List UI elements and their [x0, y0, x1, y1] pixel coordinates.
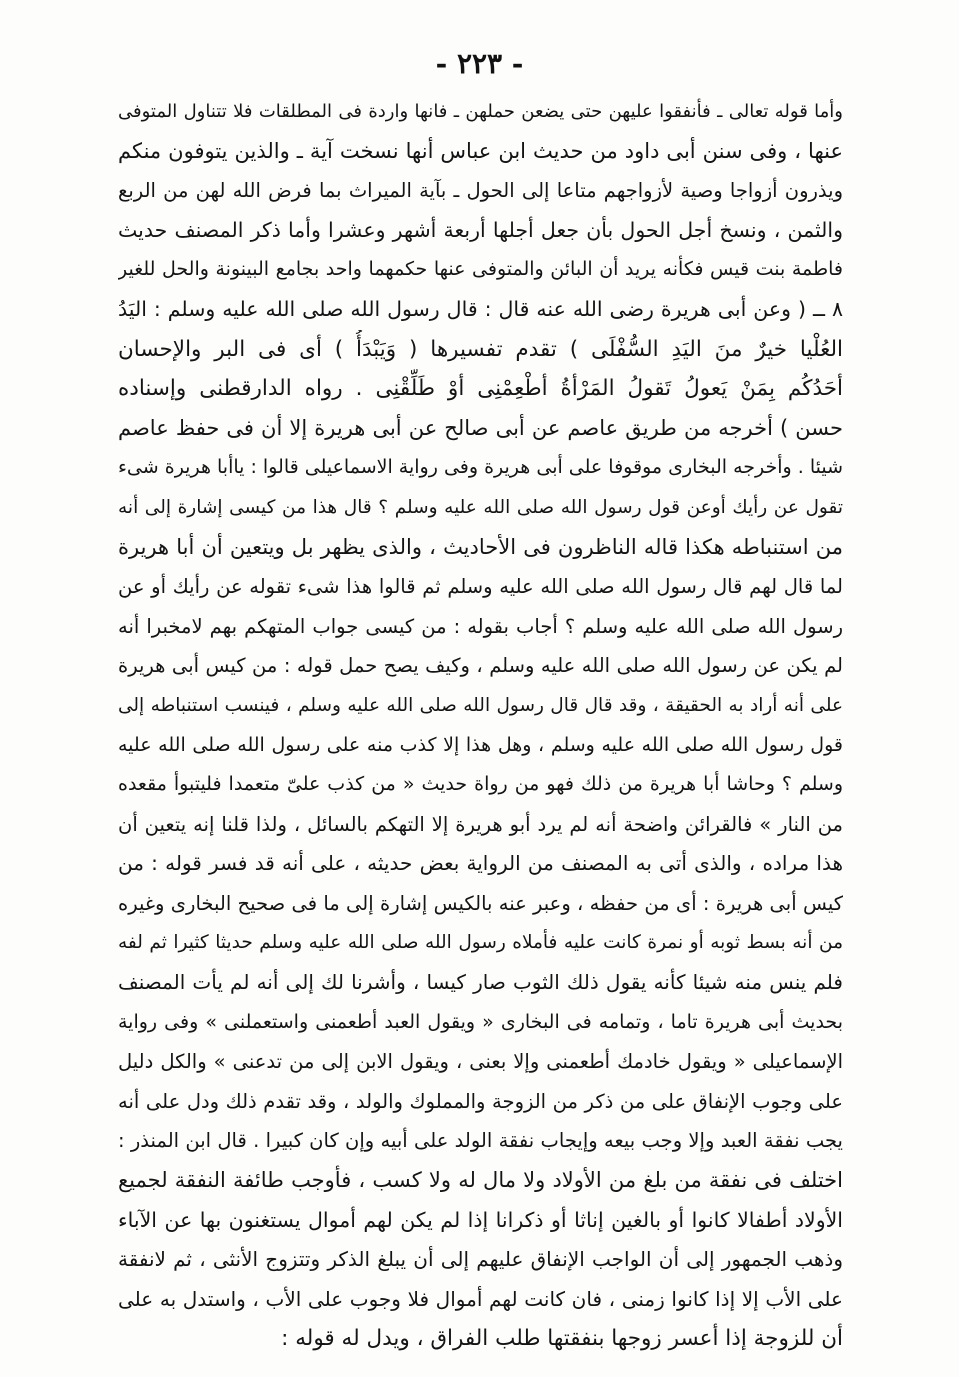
text-line: قول رسول الله صلى الله عليه وسلم ، وهل هذا إلا كذب منه على رسول الله صلى الله عليه [118, 733, 843, 756]
text-line: لم يكن عن رسول الله صلى الله عليه وسلم ، وكيف يصح حمل قوله : من كيس أبى هريرة [118, 654, 843, 678]
text-line: وسلم ؟ وحاشا أبا هريرة من ذلك فهو من رواة حديث « من كذب علىّ متعمدا فليتبوأ مقعده [118, 773, 843, 796]
text-line: هذا مراده ، والذى أتى به المصنف من الرواية بعض حديثه ، على أنه قد فسر قوله : من [118, 851, 843, 876]
text-line: تقول عن رأيك أوعن قول رسول الله صلى الله عليه وسلم ؟ قال هذا من كيسى إشارة إلى أنه [118, 496, 843, 518]
text-line: لما قال لهم قال رسول الله صلى الله عليه وسلم ثم قالوا هذا شىء تقوله عن رأيك أو عن [118, 575, 843, 599]
text-line: رسول الله صلى الله عليه وسلم ؟ أجاب بقوله : من كيسى جواب المتهكم بهم لامخبرا أنه [118, 614, 843, 638]
text-line: على وجوب الإنفاق على من ذكر من الزوجة والمملوك والولد ، وقد تقدم ذلك ودل على أنه [118, 1089, 843, 1113]
text-line: أحَدُكُم بِمَنْ يَعولُ تَقولُ المَرْأةُ أطْعِمْنِى أوْ طَلِّقْنِى . رواه الدارقطنى وإسناده [118, 376, 843, 402]
body-text [118, 92, 843, 1359]
text-line: شيئا . وأخرجه البخارى موقوفا على أبى هريرة وفى رواية الاسماعيلى قالوا : ياأبا هريرة شىء [118, 456, 843, 479]
text-line: والثمن ، ونسخ أجل الحول بأن جعل أجلها أربعة أشهر وعشرا وأما ذكر المصنف حديث [118, 217, 843, 242]
text-line: فلم ينس منه شيئا كأنه يقول ذلك الثوب صار كيسا ، وأشرنا لك إلى أنه لم يأت المصنف [118, 970, 843, 995]
text-line: كيس أبى هريرة : أى من حفظه ، وعبر عنه بالكيس إشارة إلى ما فى صحيح البخارى وغيره [118, 891, 843, 915]
text-line: من النار » فالقرائن واضحة أنه لم يرد أبو هريرة إلا التهكم بالسائل ، ولذا قلنا إنه يتعين أن [118, 812, 843, 836]
text-line: الإسماعيلى « ويقول خادمك أطعمنى وإلا بعنى ، ويقول الابن إلى من تدعنى » والكل دليل [118, 1050, 843, 1074]
text-line: اختلف فى نفقة من بلغ من الأولاد ولا مال له ولا كسب ، فأوجب طائفة النفقة لجميع [118, 1168, 843, 1193]
text-line: يجب نفقة العبد وإلا وجب بيعه وإيجاب نفقة الولد على أبيه وإن كان كبيرا . قال ابن المنذر : [118, 1129, 843, 1153]
text-line: بحديث أبى هريرة تاما ، وتمامه فى البخارى « ويقول العبد أطعمنى واستعملنى » وفى رواية [118, 1010, 843, 1033]
text-line: على الأب إلا إذا كانوا زمنى ، فان كانت لهم أموال فلا وجوب على الأب ، واستدل به على [118, 1286, 843, 1311]
text-line: على أنه أراد به الحقيقة ، وقد قال قال رسول الله صلى الله عليه وسلم ، فينسب استنباطه إلى [118, 694, 843, 716]
text-line: وذهب الجمهور إلى أن الواجب الإنفاق عليهم إلى أن يبلغ الذكر وتتزوج الأنثى ، ثم لانفقة [118, 1247, 843, 1272]
text-line: الأولاد أطفالا كانوا أو بالغين إناثا أو ذكرانا إذا لم يكن لهم أموال يستغنون بها عن الآباء [118, 1207, 843, 1232]
text-line: ٨ ــ ( وعن أبى هريرة رضى الله عنه قال : قال رسول الله صلى الله عليه وسلم : اليَدُ [118, 296, 843, 321]
text-line: عنها ، وفى سنن أبى داود من حديث ابن عباس أنها نسخت آية ـ والذين يتوفون منكم [118, 138, 843, 163]
text-line: العُلْيا خيرٌ منَ اليَدِ السُّفْلَى ) تقدم تفسيرها ( وَيَبْدَأُ ) أى فى البر والإحسان [118, 336, 843, 362]
text-line: من استنباطه هكذا قاله الناظرون فى الأحاديث ، والذى يظهر بل ويتعين أن أبا هريرة [118, 534, 843, 559]
text-line: من أنه بسط ثوبه أو نمرة كانت عليه فأملاه رسول الله صلى الله عليه وسلم حديثا كثيرا ثم لفه [118, 932, 843, 954]
text-line: ويذرون أزواجا وصية لأزواجهم متاعا إلى الحول ـ بآية الميراث بما فرض الله لهن من الربع [118, 179, 843, 203]
text-line: حسن ) أخرجه من طريق عاصم عن أبى صالح عن أبى هريرة إلا أن فى حفظ عاصم [118, 415, 843, 440]
page-number: - ٢٢٣ - [435, 47, 524, 80]
text-line: وأما قوله تعالى ـ فأنفقوا عليهن حتى يضعن حملهن ـ فانها واردة فى المطلقات فلا تتناول المتوفى [118, 101, 843, 122]
text-line: أن للزوجة إذا أعسر زوجها بنفقتها طلب الفراق ، ويدل له قوله : [281, 1326, 843, 1352]
text-line: فاطمة بنت قيس فكأنه يريد أن البائن والمتوفى عنها حكمهما واحد بجامع البينونة والحل للغير [118, 258, 843, 281]
